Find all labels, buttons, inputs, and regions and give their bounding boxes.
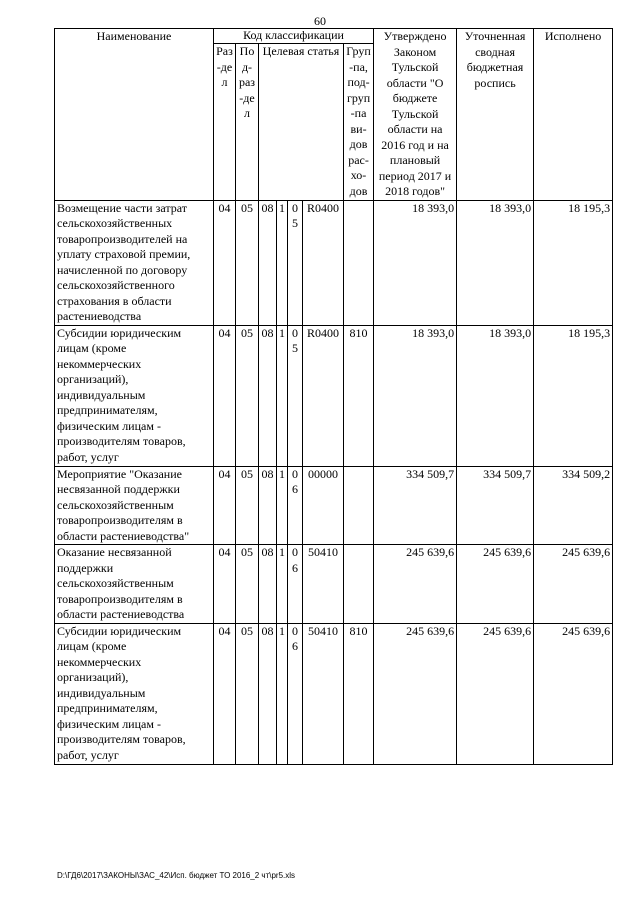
row-executed: 245 639,6	[534, 545, 613, 624]
row-code-part-1: 08	[259, 325, 277, 466]
row-code-part-2: 1	[277, 623, 288, 764]
row-code-part-4: 50410	[303, 545, 344, 624]
row-code-part-4: R0400	[303, 200, 344, 325]
row-code-part-3: 05	[288, 325, 303, 466]
row-code-part-4: 50410	[303, 623, 344, 764]
row-code-part-3: 06	[288, 623, 303, 764]
row-code-part-3: 06	[288, 545, 303, 624]
row-name: Оказание несвязанной поддержки сельскохозяйственным товаропроизводителям в области растениеводства	[55, 545, 214, 624]
budget-table	[54, 28, 613, 765]
header-code-group: Код классификации	[214, 29, 374, 44]
row-code-part-3: 06	[288, 466, 303, 545]
row-refined: 18 393,0	[457, 325, 534, 466]
row-razdel: 04	[214, 623, 236, 764]
row-approved: 18 393,0	[374, 325, 457, 466]
row-podrazdel: 05	[236, 200, 259, 325]
row-gruppa: 810	[344, 325, 374, 466]
header-name: Наименование	[55, 29, 214, 201]
row-code-part-2: 1	[277, 325, 288, 466]
row-podrazdel: 05	[236, 545, 259, 624]
header-razdel: Раз-дел	[214, 44, 236, 200]
row-podrazdel: 05	[236, 466, 259, 545]
row-gruppa	[344, 200, 374, 325]
table-row	[55, 325, 613, 466]
row-code-part-2: 1	[277, 466, 288, 545]
file-path-footer: D:\ГД6\2017\ЗАКОНЫ\ЗАС_42\Исп. бюджет ТО 2016_2 чт\pr5.xls	[57, 871, 296, 880]
row-razdel: 04	[214, 200, 236, 325]
row-code-part-3: 05	[288, 200, 303, 325]
row-executed: 18 195,3	[534, 200, 613, 325]
header-gruppa: Груп-па, под-груп-па ви-дов рас-хо-дов	[344, 44, 374, 200]
row-podrazdel: 05	[236, 325, 259, 466]
row-razdel: 04	[214, 466, 236, 545]
row-gruppa	[344, 466, 374, 545]
header-executed: Исполнено	[534, 29, 613, 201]
header-approved: Утверждено Законом Тульской области "О бюджете Тульской области на 2016 год и на плановый период 2017 и 2018 годов"	[374, 29, 457, 201]
row-code-part-4: 00000	[303, 466, 344, 545]
row-refined: 245 639,6	[457, 623, 534, 764]
row-approved: 245 639,6	[374, 545, 457, 624]
row-code-part-1: 08	[259, 545, 277, 624]
row-code-part-2: 1	[277, 545, 288, 624]
row-approved: 18 393,0	[374, 200, 457, 325]
row-name: Возмещение части затрат сельскохозяйственных товаропроизводителей на уплату страховой премии, начисленной по договору сельскохозяйственного страхования в области растениеводства	[55, 200, 214, 325]
table-row	[55, 623, 613, 764]
row-gruppa	[344, 545, 374, 624]
row-razdel: 04	[214, 325, 236, 466]
row-name: Субсидии юридическим лицам (кроме некоммерческих организаций), индивидуальным предпринимателям, физическим лицам - производителям товаров, работ, услуг	[55, 623, 214, 764]
row-name: Мероприятие "Оказание несвязанной поддержки сельскохозяйственным товаропроизводителям в области растениеводства"	[55, 466, 214, 545]
page-number: 60	[314, 14, 326, 28]
row-code-part-1: 08	[259, 466, 277, 545]
row-executed: 18 195,3	[534, 325, 613, 466]
table-row	[55, 466, 613, 545]
row-refined: 245 639,6	[457, 545, 534, 624]
row-gruppa: 810	[344, 623, 374, 764]
row-code-part-2: 1	[277, 200, 288, 325]
row-refined: 18 393,0	[457, 200, 534, 325]
header-refined: Уточненная сводная бюджетная роспись	[457, 29, 534, 201]
row-executed: 245 639,6	[534, 623, 613, 764]
row-code-part-1: 08	[259, 200, 277, 325]
row-code-part-4: R0400	[303, 325, 344, 466]
table-row	[55, 545, 613, 624]
row-name: Субсидии юридическим лицам (кроме некоммерческих организаций), индивидуальным предпринимателям, физическим лицам - производителям товаров, работ, услуг	[55, 325, 214, 466]
row-podrazdel: 05	[236, 623, 259, 764]
row-approved: 334 509,7	[374, 466, 457, 545]
header-celevaya: Целевая статья	[259, 44, 344, 200]
row-razdel: 04	[214, 545, 236, 624]
row-refined: 334 509,7	[457, 466, 534, 545]
row-executed: 334 509,2	[534, 466, 613, 545]
row-code-part-1: 08	[259, 623, 277, 764]
table-row	[55, 200, 613, 325]
row-approved: 245 639,6	[374, 623, 457, 764]
header-podrazdel: Под-раз-дел	[236, 44, 259, 200]
